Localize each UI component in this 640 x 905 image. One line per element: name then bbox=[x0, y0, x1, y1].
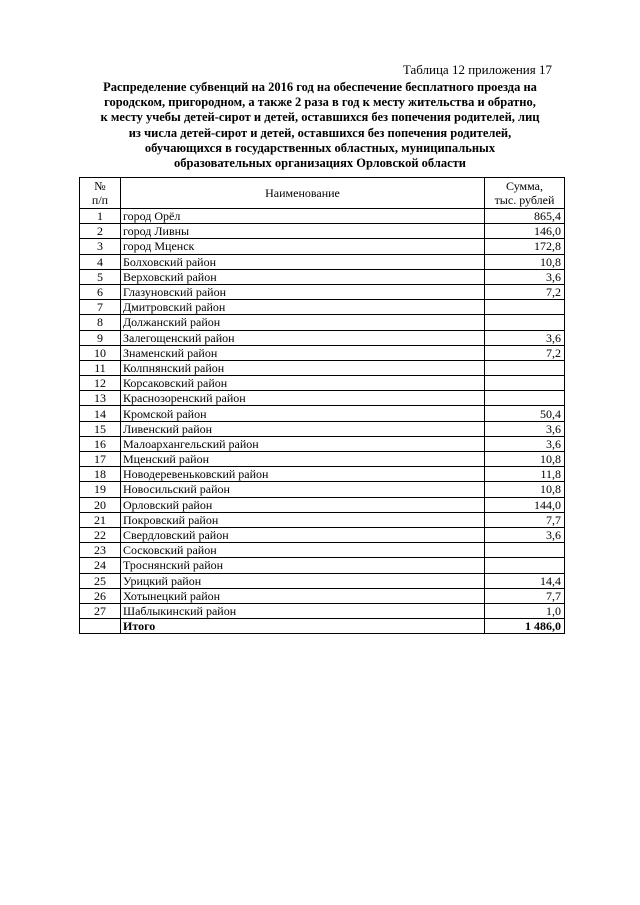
table-row bbox=[80, 512, 565, 527]
table-row bbox=[80, 436, 565, 451]
row-sum: 7,7 bbox=[485, 512, 565, 527]
header-name: Наименование bbox=[121, 178, 485, 209]
table-row bbox=[80, 603, 565, 618]
row-name: Сосковский район bbox=[121, 543, 485, 558]
row-number: 9 bbox=[80, 330, 121, 345]
row-name: Краснозоренский район bbox=[121, 391, 485, 406]
row-sum: 3,6 bbox=[485, 269, 565, 284]
row-name: Знаменский район bbox=[121, 345, 485, 360]
row-sum: 144,0 bbox=[485, 497, 565, 512]
total-number bbox=[80, 619, 121, 634]
header-number-line2: п/п bbox=[91, 193, 109, 207]
row-number: 25 bbox=[80, 573, 121, 588]
header-number bbox=[80, 178, 121, 209]
row-number: 21 bbox=[80, 512, 121, 527]
row-number: 10 bbox=[80, 345, 121, 360]
row-name: Покровский район bbox=[121, 512, 485, 527]
row-sum: 3,6 bbox=[485, 330, 565, 345]
title-line: обучающихся в государственных областных, муниципальных bbox=[144, 140, 496, 155]
row-name: Свердловский район bbox=[121, 527, 485, 542]
row-sum: 7,2 bbox=[485, 345, 565, 360]
row-sum: 7,2 bbox=[485, 284, 565, 299]
row-sum: 10,8 bbox=[485, 254, 565, 269]
row-sum: 3,6 bbox=[485, 436, 565, 451]
table-row bbox=[80, 254, 565, 269]
total-row bbox=[80, 619, 565, 634]
row-name: Новодеревеньковский район bbox=[121, 467, 485, 482]
table-row bbox=[80, 588, 565, 603]
row-name: Малоархангельский район bbox=[121, 436, 485, 451]
row-number: 24 bbox=[80, 558, 121, 573]
table-row bbox=[80, 300, 565, 315]
row-name: Ливенский район bbox=[121, 421, 485, 436]
row-number: 16 bbox=[80, 436, 121, 451]
table-row bbox=[80, 467, 565, 482]
table-row bbox=[80, 376, 565, 391]
row-sum bbox=[485, 300, 565, 315]
row-name: Колпнянский район bbox=[121, 360, 485, 375]
row-number: 26 bbox=[80, 588, 121, 603]
table-row bbox=[80, 527, 565, 542]
row-sum: 10,8 bbox=[485, 482, 565, 497]
table-row bbox=[80, 239, 565, 254]
row-number: 23 bbox=[80, 543, 121, 558]
row-name: город Орёл bbox=[121, 209, 485, 224]
row-number: 20 bbox=[80, 497, 121, 512]
row-name: город Ливны bbox=[121, 224, 485, 239]
title-line: городском, пригородном, а также 2 раза в год к месту жительства и обратно, bbox=[104, 95, 536, 110]
table-row bbox=[80, 391, 565, 406]
row-sum: 146,0 bbox=[485, 224, 565, 239]
table-row bbox=[80, 269, 565, 284]
table-row bbox=[80, 573, 565, 588]
table-header-row bbox=[80, 178, 565, 209]
row-name: Корсаковский район bbox=[121, 376, 485, 391]
table-row bbox=[80, 224, 565, 239]
table-row bbox=[80, 558, 565, 573]
table-row bbox=[80, 543, 565, 558]
row-sum: 50,4 bbox=[485, 406, 565, 421]
row-sum bbox=[485, 376, 565, 391]
row-sum: 3,6 bbox=[485, 421, 565, 436]
row-sum bbox=[485, 315, 565, 330]
table-row bbox=[80, 315, 565, 330]
table-row bbox=[80, 406, 565, 421]
row-name: Должанский район bbox=[121, 315, 485, 330]
subsidy-table bbox=[79, 177, 565, 634]
row-sum: 14,4 bbox=[485, 573, 565, 588]
row-sum: 11,8 bbox=[485, 467, 565, 482]
row-sum: 172,8 bbox=[485, 239, 565, 254]
table-row bbox=[80, 330, 565, 345]
header-number-line1: № bbox=[94, 179, 106, 193]
row-number: 13 bbox=[80, 391, 121, 406]
row-name: Троснянский район bbox=[121, 558, 485, 573]
table-row bbox=[80, 421, 565, 436]
table-row bbox=[80, 209, 565, 224]
title-line: к месту учебы детей-сирот и детей, оставшихся без попечения родителей, лиц bbox=[100, 110, 540, 125]
table-caption: Таблица 12 приложения 17 bbox=[402, 62, 552, 77]
row-sum: 7,7 bbox=[485, 588, 565, 603]
row-sum bbox=[485, 391, 565, 406]
row-name: город Мценск bbox=[121, 239, 485, 254]
row-number: 1 bbox=[80, 209, 121, 224]
table-row bbox=[80, 284, 565, 299]
row-number: 14 bbox=[80, 406, 121, 421]
row-sum bbox=[485, 543, 565, 558]
row-name: Верховский район bbox=[121, 269, 485, 284]
table-row bbox=[80, 360, 565, 375]
row-number: 2 bbox=[80, 224, 121, 239]
row-sum: 865,4 bbox=[485, 209, 565, 224]
table-row bbox=[80, 482, 565, 497]
header-sum bbox=[485, 178, 565, 209]
row-sum bbox=[485, 558, 565, 573]
row-number: 6 bbox=[80, 284, 121, 299]
row-sum: 10,8 bbox=[485, 452, 565, 467]
row-name: Дмитровский район bbox=[121, 300, 485, 315]
row-name: Урицкий район bbox=[121, 573, 485, 588]
row-number: 7 bbox=[80, 300, 121, 315]
row-name: Орловский район bbox=[121, 497, 485, 512]
row-name: Новосильский район bbox=[121, 482, 485, 497]
row-number: 18 bbox=[80, 467, 121, 482]
row-number: 4 bbox=[80, 254, 121, 269]
row-name: Мценский район bbox=[121, 452, 485, 467]
row-name: Глазуновский район bbox=[121, 284, 485, 299]
row-name: Кромской район bbox=[121, 406, 485, 421]
table-row bbox=[80, 497, 565, 512]
row-sum bbox=[485, 360, 565, 375]
row-name: Залегощенский район bbox=[121, 330, 485, 345]
row-number: 27 bbox=[80, 603, 121, 618]
row-number: 5 bbox=[80, 269, 121, 284]
title-line: из числа детей-сирот и детей, оставшихся без попечения родителей, bbox=[128, 125, 512, 140]
total-sum: 1 486,0 bbox=[485, 619, 565, 634]
row-number: 17 bbox=[80, 452, 121, 467]
row-number: 22 bbox=[80, 527, 121, 542]
title-line: Распределение субвенций на 2016 год на обеспечение бесплатного проезда на bbox=[103, 80, 537, 94]
row-name: Болховский район bbox=[121, 254, 485, 269]
table-body bbox=[80, 209, 565, 634]
row-number: 8 bbox=[80, 315, 121, 330]
title-line: образовательных организациях Орловской области bbox=[174, 156, 466, 171]
header-sum-line1: Сумма, bbox=[506, 179, 543, 193]
row-number: 12 bbox=[80, 376, 121, 391]
row-sum: 1,0 bbox=[485, 603, 565, 618]
table-row bbox=[80, 345, 565, 360]
header-sum-line2: тыс. рублей bbox=[494, 193, 555, 207]
row-number: 19 bbox=[80, 482, 121, 497]
total-label: Итого bbox=[121, 619, 485, 634]
row-number: 15 bbox=[80, 421, 121, 436]
row-name: Шаблыкинский район bbox=[121, 603, 485, 618]
row-sum: 3,6 bbox=[485, 527, 565, 542]
row-number: 3 bbox=[80, 239, 121, 254]
table-row bbox=[80, 452, 565, 467]
document-title bbox=[70, 80, 570, 171]
row-name: Хотынецкий район bbox=[121, 588, 485, 603]
row-number: 11 bbox=[80, 360, 121, 375]
